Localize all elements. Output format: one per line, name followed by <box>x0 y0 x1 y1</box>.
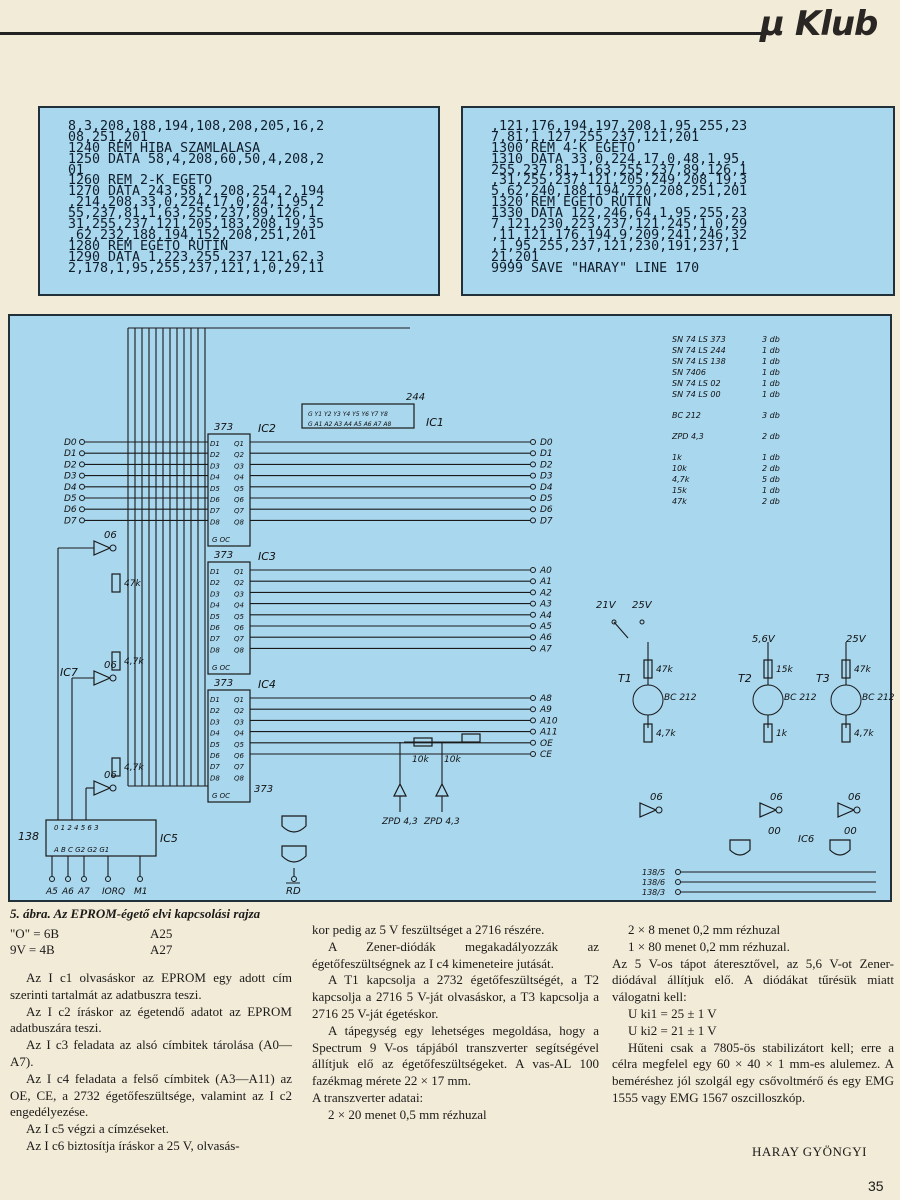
data-pin-left: D2 <box>64 460 77 471</box>
inverter-06 <box>94 541 110 555</box>
ic-type: 373 <box>214 678 234 689</box>
zener-label: ZPD 4,3 <box>382 817 418 827</box>
voltage-label: 25V <box>632 600 652 611</box>
pin-label: D6 <box>210 496 220 504</box>
paragraph: Az I c4 feladata a felső címbitek (A3—A11) az OE, CE, a 2732 égetőfeszültsége, valamint az I c2 engedélyezése. <box>10 1070 292 1120</box>
gate-label: 00 <box>768 826 781 837</box>
basic-listing-right <box>461 106 895 296</box>
schematic-drawing <box>10 316 895 900</box>
listing-line: ,62,232,188,194,152,208,251,201 <box>68 227 317 243</box>
header-rule <box>0 32 770 35</box>
transistor-label: T1 <box>618 672 632 685</box>
address-pin: A4 <box>540 610 552 621</box>
part-qty: 3 db <box>762 411 780 420</box>
address-pin: A6 <box>540 633 552 644</box>
data-pin-left: D7 <box>64 516 77 527</box>
port-label: 138/6 <box>642 878 666 887</box>
listing-line: 1260 REM 2-K EGETO <box>68 173 213 189</box>
voltage-label: 5,6V <box>752 634 775 645</box>
gate-label: 06 <box>104 770 117 781</box>
address-pin-high: A11 <box>540 727 558 738</box>
pin-label: Q7 <box>234 763 244 772</box>
pin-label: Q5 <box>234 740 244 749</box>
zener-diode <box>436 784 448 796</box>
eprom-burner-schematic <box>8 314 895 902</box>
ic-type: 373 <box>254 784 274 795</box>
ic-type: 373 <box>214 422 234 433</box>
pin-terminal <box>531 707 536 712</box>
part-name: ZPD 4,3 <box>672 432 704 441</box>
data-pin-right: D4 <box>540 482 553 493</box>
listing-line: 1270 DATA 243,58,2,208,254,2,194 <box>68 184 325 200</box>
part-qty: 2 db <box>762 497 780 506</box>
pin-label: D7 <box>210 763 220 772</box>
inverter-bubble <box>656 807 662 813</box>
paragraph: A tápegység egy lehetséges megoldása, hogy a Spectrum 9 V-os tápjából transzverter segítségével állítjuk elő az égetőfeszültségeket. A vas-AL 100 fazékmag mérete 22 × 17 mm. <box>312 1022 599 1089</box>
pin-label: Q4 <box>234 729 244 738</box>
resistor-label: 1k <box>776 729 787 739</box>
address-pin-high: A9 <box>540 705 552 716</box>
pin-label: D1 <box>210 568 220 576</box>
address-pin-high: OE <box>540 738 553 749</box>
inverter-bubble <box>776 807 782 813</box>
ic-name: IC4 <box>258 678 276 691</box>
inverter-bubble <box>110 675 116 681</box>
listing-line: 9999 SAVE "HARAY" LINE 170 <box>491 260 700 276</box>
data-pin-left: D5 <box>64 494 77 504</box>
paragraph: 2 × 20 menet 0,5 mm rézhuzal <box>328 1106 487 1122</box>
inverter-bubble <box>854 807 860 813</box>
gate-label: 06 <box>770 792 783 803</box>
part-name: SN 74 LS 138 <box>672 357 726 366</box>
paragraph: Hűteni csak a 7805-ös stabilizátort kell; erre a célra megfelel egy 60 × 40 × 1 mm-es alulemez. A beméréshez jól szolgál egy csővoltmérő és egy EMG 1555 vagy EMG 1567 oszcilloszkóp. <box>612 1039 894 1105</box>
pin-terminal <box>531 612 536 617</box>
pin-terminal <box>80 451 85 456</box>
transistor-label: T2 <box>738 672 752 685</box>
pin-terminal <box>531 752 536 757</box>
listing-line: 01 <box>68 162 85 178</box>
data-pin-right: D0 <box>540 438 553 448</box>
pin-label: D1 <box>210 696 220 704</box>
pin-terminal <box>531 507 536 512</box>
paragraph: Az I c2 íráskor az égetendő adatot az EPROM adatbuszára teszi. <box>10 1003 292 1036</box>
pin-label: Q8 <box>234 518 244 527</box>
pin-label: Q7 <box>234 635 244 644</box>
pin-label: D6 <box>210 624 220 632</box>
pin-label: Q5 <box>234 484 244 493</box>
part-qty: 2 db <box>762 464 780 473</box>
pin-terminal <box>50 877 55 882</box>
listing-line: ,1,95,255,237,121,230,191,237,1 <box>491 238 740 254</box>
data-pin-left: D3 <box>64 471 77 482</box>
pin-label: D5 <box>210 612 220 621</box>
zener-diode <box>394 784 406 796</box>
listing-line: 8,3,208,188,194,108,208,205,16,2 <box>68 119 325 134</box>
part-name: SN 74 LS 244 <box>672 346 726 355</box>
pin-terminal <box>531 496 536 501</box>
pin-label: G OC <box>212 664 231 672</box>
pin-terminal <box>80 518 85 523</box>
transistor-symbol <box>831 685 861 715</box>
gate-label: 06 <box>848 792 861 803</box>
address-pin: A3 <box>540 599 552 610</box>
listing-line: 08,251,201 <box>68 129 149 145</box>
listing-line: 1300 REM 4-K EGETO <box>491 140 636 156</box>
pin-label: D3 <box>210 462 220 471</box>
pin-label: Q1 <box>234 696 244 704</box>
listing-line: ,214,208,33,0,224,17,0,24,1,95,2 <box>68 195 325 211</box>
data-pin-right: D7 <box>540 516 553 527</box>
paragraph: U ki1 = 25 ± 1 V <box>628 1005 717 1021</box>
part-qty: 1 db <box>762 486 780 495</box>
gate-label: 06 <box>650 792 663 803</box>
port-label: 138/3 <box>642 888 666 897</box>
nor-gate <box>282 816 306 832</box>
part-qty: 1 db <box>762 379 780 388</box>
pin-label: D3 <box>210 590 220 599</box>
resistor-label: 47k <box>656 665 673 675</box>
paragraph: A T1 kapcsolja a 2732 égetőfeszültségét, a T2 kapcsolja a 2716 5 V-ját olvasáskor, a T3 kapcsolja a 2716 25 V-ját égetéskor. <box>312 972 599 1021</box>
pin-label: Q3 <box>234 590 244 599</box>
listing-line: 7,121,230,223,237,121,245,1,0,29 <box>491 217 748 233</box>
listing-line: 55,237,81,1,63,255,237,89,126,1 <box>68 206 317 222</box>
paragraph: Az I c1 olvasáskor az EPROM egy adott cím szerinti tartalmát az adatbuszra teszi. <box>10 970 292 1002</box>
gate-label: 06 <box>104 530 117 541</box>
listing-line: 1320 REM EGETO RUTIN <box>491 195 652 211</box>
ic-name: IC7 <box>60 666 78 679</box>
pin-terminal <box>80 496 85 501</box>
pin-label: Q3 <box>234 462 244 471</box>
control-pin: A7 <box>78 887 90 897</box>
pin-terminal <box>531 696 536 701</box>
resistor-label: 47k <box>124 579 141 589</box>
pin-terminal <box>531 729 536 734</box>
address-pin: A1 <box>540 577 552 588</box>
listing-line: 2,178,1,95,255,237,121,1,0,29,11 <box>68 260 325 276</box>
listing-line: 255,237,81,1,63,255,237,89,126,1 <box>491 162 748 178</box>
wire <box>614 622 628 638</box>
pin-label: D8 <box>210 518 220 527</box>
transistor-type: BC 212 <box>862 693 895 703</box>
pin-terminal <box>531 462 536 467</box>
pin-label: D5 <box>210 484 220 493</box>
pin-label: Q7 <box>234 507 244 516</box>
part-name: 15k <box>672 486 687 495</box>
pin-terminal <box>80 484 85 489</box>
paragraph: 2 × 8 menet 0,2 mm rézhuzal <box>628 922 781 937</box>
text-column-3 <box>612 922 894 1107</box>
ic-name: IC1 <box>426 416 444 429</box>
resistor-label: 10k <box>444 755 461 765</box>
pin-label: Q6 <box>234 496 244 504</box>
magazine-logo: μ Klub <box>760 4 878 44</box>
pin-label: D2 <box>210 707 220 716</box>
resistor-label: 4,7k <box>854 729 874 739</box>
switch-contact <box>640 620 644 624</box>
paragraph: kor pedig az 5 V feszültséget a 2716 részére. <box>312 922 545 937</box>
pin-terminal <box>138 877 143 882</box>
control-pin: IORQ <box>102 887 126 897</box>
pin-terminal <box>531 601 536 606</box>
gate-label: 06 <box>104 660 117 671</box>
address-pin-high: A10 <box>540 716 558 727</box>
ic-type: 244 <box>406 392 426 403</box>
pin-terminal <box>531 624 536 629</box>
data-pin-left: D4 <box>64 482 77 493</box>
control-pin: A6 <box>62 887 74 897</box>
pin-terminal <box>676 890 681 895</box>
listing-line: 5,62,240,188,194,220,208,251,201 <box>491 184 748 200</box>
inverter-06 <box>640 803 656 817</box>
transistor-type: BC 212 <box>784 693 817 703</box>
pin-label: G A1 A2 A3 A4 A5 A6 A7 A8 <box>308 421 392 428</box>
pin-terminal <box>531 484 536 489</box>
address-pin-high: A8 <box>540 694 552 704</box>
pin-label: D7 <box>210 635 220 644</box>
address-pin-high: CE <box>540 750 552 760</box>
listing-line: 1290 DATA 1,223,255,237,121,62,3 <box>68 249 325 265</box>
part-name: SN 74 LS 373 <box>672 335 726 344</box>
transistor-label: T3 <box>816 672 830 685</box>
ic-name: IC5 <box>160 832 178 845</box>
resistor-label: 4,7k <box>656 729 676 739</box>
legend-value: A25 <box>150 926 173 941</box>
inverter-bubble <box>110 545 116 551</box>
listing-line: 1330 DATA 122,246,64,1,95,255,23 <box>491 206 748 222</box>
listing-line: ,31,255,237,121,205,249,208,19,3 <box>491 173 748 189</box>
pin-label: D4 <box>210 473 220 482</box>
transistor-symbol <box>633 685 663 715</box>
pin-label: D6 <box>210 752 220 760</box>
resistor-label: 10k <box>412 755 429 765</box>
part-name: 47k <box>672 497 687 506</box>
part-qty: 3 db <box>762 335 780 344</box>
ic-name: IC3 <box>258 550 276 563</box>
resistor-label: 15k <box>776 665 793 675</box>
listing-line: 31,255,237,121,205,183,208,19,35 <box>68 217 325 233</box>
figure-caption: 5. ábra. Az EPROM-égető elvi kapcsolási rajza <box>10 906 261 921</box>
pin-terminal <box>676 880 681 885</box>
part-qty: 1 db <box>762 390 780 399</box>
part-name: SN 74 LS 02 <box>672 379 721 388</box>
pin-label: Q2 <box>234 451 244 460</box>
pin-terminal <box>531 646 536 651</box>
pin-label: D3 <box>210 718 220 727</box>
pin-terminal <box>292 877 297 882</box>
pin-terminal <box>80 462 85 467</box>
ic-name: IC2 <box>258 422 276 435</box>
pin-label: G OC <box>212 536 231 544</box>
pin-label: G OC <box>212 792 231 800</box>
paragraph: Az I c3 feladata az alsó címbitek tárolása (A0—A7). <box>10 1037 292 1069</box>
voltage-label: 25V <box>846 634 866 645</box>
pin-label: D8 <box>210 646 220 655</box>
pin-label: Q3 <box>234 718 244 727</box>
pin-terminal <box>531 518 536 523</box>
page-number: 35 <box>868 1178 884 1194</box>
pin-terminal <box>531 740 536 745</box>
text-column-1 <box>10 970 292 1155</box>
port-label: 138/5 <box>642 868 666 877</box>
pin-label: D2 <box>210 579 220 588</box>
paragraph: 1 × 80 menet 0,2 mm rézhuzal. <box>628 938 790 954</box>
author-name: HARAY GYÖNGYI <box>752 1144 867 1159</box>
pin-terminal <box>531 440 536 445</box>
legend-row <box>10 942 290 958</box>
pin-label: Q5 <box>234 612 244 621</box>
basic-listing-left <box>38 106 440 296</box>
pin-label: A B C G2 G2 G1 <box>54 846 110 854</box>
pin-terminal <box>531 451 536 456</box>
pin-label: D1 <box>210 440 220 448</box>
pin-label: Q1 <box>234 440 244 448</box>
address-pin: A7 <box>540 644 552 655</box>
data-pin-left: D6 <box>64 505 77 516</box>
legend-row <box>10 926 290 942</box>
pin-terminal <box>80 440 85 445</box>
data-pin-right: D6 <box>540 505 553 516</box>
part-name: SN 7406 <box>672 368 706 377</box>
pin-label: D4 <box>210 601 220 610</box>
transistor-type: BC 212 <box>664 693 697 703</box>
part-name: BC 212 <box>672 411 701 420</box>
pin-terminal <box>531 635 536 640</box>
resistor-label: 4,7k <box>124 763 144 773</box>
part-name: SN 74 LS 00 <box>672 390 721 399</box>
address-pin: A5 <box>540 622 552 632</box>
pin-label: D4 <box>210 729 220 738</box>
pin-terminal <box>531 590 536 595</box>
pin-label: Q8 <box>234 646 244 655</box>
nand-gate <box>730 840 750 855</box>
pin-label: D7 <box>210 507 220 516</box>
listing-line: 1240 REM HIBA SZAMLALASA <box>68 140 261 156</box>
part-name: 4,7k <box>672 475 690 484</box>
transistor-symbol <box>753 685 783 715</box>
pin-label: Q2 <box>234 707 244 716</box>
text-column-2 <box>312 922 599 1124</box>
pin-label: G Y1 Y2 Y3 Y4 Y5 Y6 Y7 Y8 <box>308 411 388 418</box>
control-pin: A5 <box>46 887 58 897</box>
data-pin-right: D3 <box>540 471 553 482</box>
paragraph: Az I c5 végzi a címzéseket. <box>26 1121 169 1137</box>
resistor <box>112 574 120 592</box>
listing-line: ,11,121,176,194,9,209,241,246,32 <box>491 227 748 243</box>
pin-label: Q2 <box>234 579 244 588</box>
nor-gate <box>282 846 306 862</box>
paragraph: U ki2 = 21 ± 1 V <box>628 1022 717 1038</box>
voltage-label: 21V <box>596 600 616 611</box>
pin-terminal <box>82 877 87 882</box>
pin-terminal <box>531 568 536 573</box>
resistor <box>462 734 480 742</box>
paragraph: A transzverter adatai: <box>312 1089 424 1105</box>
inverter-06 <box>760 803 776 817</box>
listing-line: ,121,176,194,197,208,1,95,255,23 <box>491 119 748 134</box>
pin-terminal <box>531 473 536 478</box>
pin-label: D8 <box>210 774 220 783</box>
control-pin: M1 <box>134 887 148 897</box>
part-qty: 2 db <box>762 432 780 441</box>
pin-terminal <box>80 507 85 512</box>
inverter-06 <box>94 671 110 685</box>
pin-label: Q6 <box>234 752 244 760</box>
listing-line: 1280 REM EGETO RUTIN <box>68 238 229 254</box>
pin-label: D5 <box>210 740 220 749</box>
pin-terminal <box>676 870 681 875</box>
pin-terminal <box>531 579 536 584</box>
pin-terminal <box>66 877 71 882</box>
pin-label: Q8 <box>234 774 244 783</box>
part-qty: 1 db <box>762 357 780 366</box>
zener-label: ZPD 4,3 <box>424 817 460 827</box>
pin-label: Q1 <box>234 568 244 576</box>
ic-name: IC6 <box>798 834 815 845</box>
pin-label: Q6 <box>234 624 244 632</box>
resistor-label: 4,7k <box>124 657 144 667</box>
resistor-label: 47k <box>854 665 871 675</box>
paragraph: Az 5 V-os tápot áteresztővel, az 5,6 V-ot Zener-diódával állítjuk elő. A diódákat tűrésük miatt válogatni kell: <box>612 955 894 1005</box>
ic-type: 373 <box>214 550 234 561</box>
pin-label: Q4 <box>234 601 244 610</box>
part-name: 1k <box>672 453 682 462</box>
listing-line: 1310 DATA 33,0,224,17,0,48,1,95, <box>491 151 748 167</box>
address-pin: A0 <box>540 566 552 576</box>
part-qty: 1 db <box>762 453 780 462</box>
listing-line: 1250 DATA 58,4,208,60,50,4,208,2 <box>68 151 325 167</box>
part-qty: 1 db <box>762 368 780 377</box>
listing-line: 7,81,1,127,255,237,121,201 <box>491 129 700 145</box>
control-pin: RD <box>286 886 301 897</box>
gate-label: 00 <box>844 826 857 837</box>
listing-line: 21,201 <box>491 249 540 265</box>
legend-key: "O" = 6B <box>10 926 60 941</box>
pin-terminal <box>80 473 85 478</box>
data-pin-right: D1 <box>540 449 553 460</box>
data-pin-left: D0 <box>64 438 77 448</box>
address-pin: A2 <box>540 588 552 599</box>
pin-legend <box>10 926 290 958</box>
data-pin-right: D2 <box>540 460 553 471</box>
pin-terminal <box>106 877 111 882</box>
pin-label: D2 <box>210 451 220 460</box>
data-pin-right: D5 <box>540 494 553 504</box>
data-pin-left: D1 <box>64 449 77 460</box>
part-name: 10k <box>672 464 687 473</box>
part-qty: 5 db <box>762 475 780 484</box>
pin-label: Q4 <box>234 473 244 482</box>
pin-terminal <box>531 718 536 723</box>
part-qty: 1 db <box>762 346 780 355</box>
paragraph: Az I c6 biztosítja íráskor a 25 V, olvasás- <box>26 1137 240 1153</box>
legend-key: 9V = 4B <box>10 942 55 957</box>
inverter-06 <box>838 803 854 817</box>
inverter-06 <box>94 781 110 795</box>
legend-value: A27 <box>150 942 173 957</box>
pin-label: 0 1 2 4 5 6 3 <box>54 824 99 832</box>
ic-type: 138 <box>18 830 39 843</box>
inverter-bubble <box>110 785 116 791</box>
nand-gate <box>830 840 850 855</box>
paragraph: A Zener-diódák megakadályozzák az égetőfeszültségnek az I c4 kimeneteire jutását. <box>312 938 599 971</box>
